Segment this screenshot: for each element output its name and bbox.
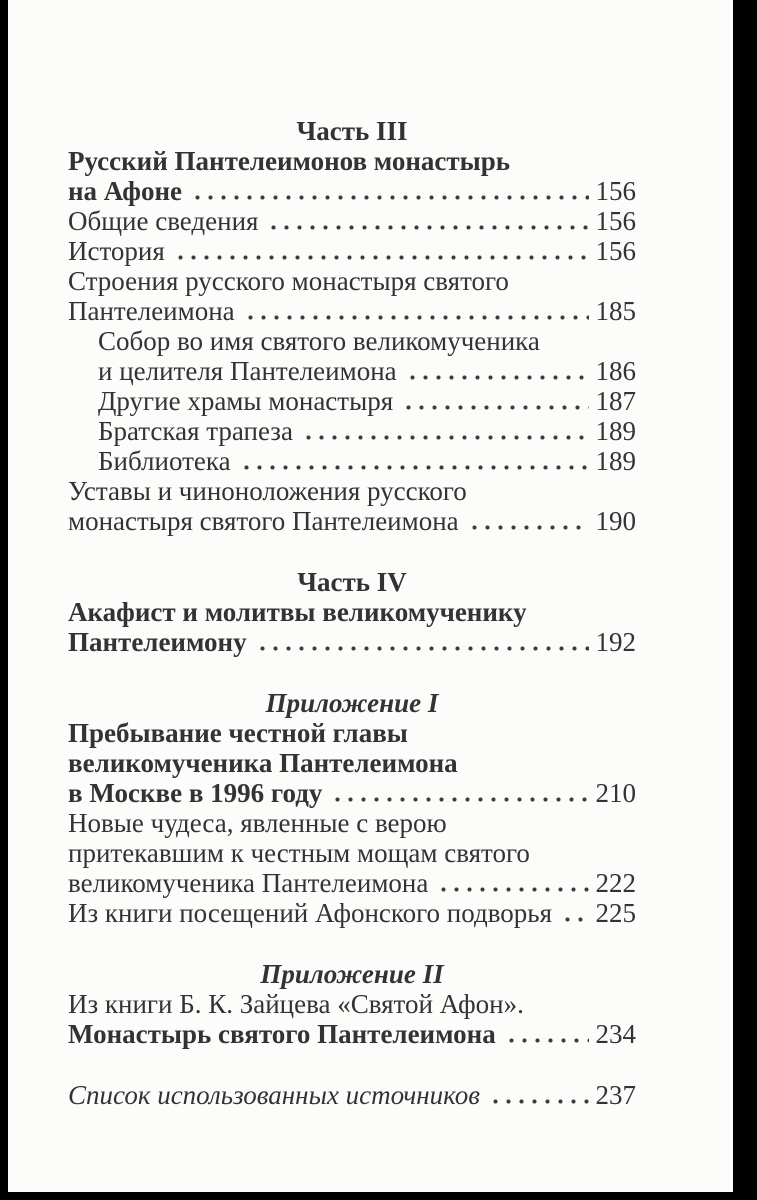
toc-entry-text: Список использованных источников bbox=[68, 1080, 480, 1110]
toc-page-number: 237 bbox=[595, 1080, 636, 1110]
toc-entry-line bbox=[68, 266, 636, 296]
dot-leader bbox=[244, 315, 589, 320]
toc-page-number: 156 bbox=[595, 236, 636, 266]
toc-page-number: 189 bbox=[595, 416, 636, 446]
toc-entry-text: Новые чудеса, явленные с верою bbox=[68, 808, 447, 838]
dot-leader bbox=[331, 797, 588, 802]
section-heading: Часть III bbox=[296, 116, 408, 146]
dot-leader bbox=[256, 646, 589, 651]
dot-leader bbox=[267, 225, 588, 230]
section-heading: Приложение II bbox=[260, 959, 444, 989]
dot-leader bbox=[468, 525, 589, 530]
toc-entry-text: Братская трапеза bbox=[98, 416, 293, 446]
toc-section bbox=[68, 688, 636, 928]
dot-leader bbox=[505, 1038, 589, 1043]
toc-page-number: 185 bbox=[595, 296, 636, 326]
toc-page-number: 210 bbox=[595, 778, 636, 808]
dot-leader bbox=[489, 1099, 589, 1104]
toc-section bbox=[68, 567, 636, 657]
toc-entry-line bbox=[68, 296, 636, 326]
toc-page-number: 186 bbox=[595, 356, 636, 386]
toc-entry-text: Другие храмы монастыря bbox=[98, 386, 394, 416]
toc-entry-line bbox=[68, 176, 636, 206]
toc-entry-line bbox=[68, 206, 636, 236]
dot-leader bbox=[191, 195, 589, 200]
toc-entry-text: Общие сведения bbox=[68, 206, 259, 236]
toc-entry-line bbox=[68, 989, 636, 1019]
toc-entry-text: великомученика Пантелеимона bbox=[68, 748, 458, 778]
toc-page-number: 187 bbox=[595, 386, 636, 416]
toc-entry-line bbox=[68, 748, 636, 778]
dot-leader bbox=[402, 405, 588, 410]
toc-section bbox=[68, 116, 636, 536]
book-page bbox=[8, 0, 733, 1192]
toc-entry-text: Собор во имя святого великомученика bbox=[98, 326, 540, 356]
toc-section bbox=[68, 1080, 636, 1110]
toc-entry-line bbox=[68, 146, 636, 176]
toc-page-number: 190 bbox=[595, 506, 636, 536]
toc-page-number: 222 bbox=[595, 868, 636, 898]
toc-entry-text: в Москве в 1996 году bbox=[68, 778, 323, 808]
toc-entry-line bbox=[68, 446, 636, 476]
dot-leader bbox=[406, 375, 589, 380]
toc-entry-text: Монастырь святого Пантелеимона bbox=[68, 1019, 496, 1049]
dot-leader bbox=[174, 255, 589, 260]
toc-entry-line bbox=[68, 808, 636, 838]
toc-entry-line bbox=[68, 868, 636, 898]
toc-entry-text: Библиотека bbox=[98, 446, 231, 476]
toc-entry-line bbox=[68, 1080, 636, 1110]
toc-entry-text: монастыря святого Пантелеимона bbox=[68, 506, 459, 536]
toc-page-number: 156 bbox=[595, 176, 636, 206]
section-heading: Часть IV bbox=[297, 567, 407, 597]
toc-entry-line bbox=[68, 838, 636, 868]
toc-entry-text: Русский Пантелеимонов монастырь bbox=[68, 146, 511, 176]
dot-leader bbox=[561, 917, 589, 922]
toc-entry-text: Пребывание честной главы bbox=[68, 718, 408, 748]
toc-entry-line bbox=[68, 597, 636, 627]
toc-entry-line bbox=[68, 506, 636, 536]
toc-entry-line bbox=[68, 236, 636, 266]
toc-page-number: 189 bbox=[595, 446, 636, 476]
toc-entry-text: История bbox=[68, 236, 165, 266]
toc-entry-line bbox=[68, 386, 636, 416]
toc-entry-line bbox=[68, 627, 636, 657]
toc-entry-text: притекавшим к честным мощам святого bbox=[68, 838, 530, 868]
toc bbox=[8, 0, 733, 1110]
toc-entry-text: великомученика Пантелеимона bbox=[68, 868, 429, 898]
toc-page-number: 156 bbox=[595, 206, 636, 236]
dot-leader bbox=[437, 887, 588, 892]
dot-leader bbox=[302, 435, 589, 440]
toc-entry-line bbox=[68, 416, 636, 446]
toc-entry-line bbox=[68, 326, 636, 356]
dot-leader bbox=[240, 465, 589, 470]
section-heading: Приложение I bbox=[265, 688, 439, 718]
toc-entry-text: Пантелеимону bbox=[68, 627, 247, 657]
toc-entry-line bbox=[68, 778, 636, 808]
toc-page-number: 192 bbox=[595, 627, 636, 657]
toc-entry-line bbox=[68, 1019, 636, 1049]
toc-section bbox=[68, 959, 636, 1049]
toc-entry-text: Из книги посещений Афонского подворья bbox=[68, 898, 552, 928]
toc-entry-text: на Афоне bbox=[68, 176, 182, 206]
toc-entry-text: Уставы и чиноноложения русского bbox=[68, 476, 467, 506]
toc-entry-text: Из книги Б. К. Зайцева «Святой Афон». bbox=[68, 989, 524, 1019]
toc-page-number: 225 bbox=[595, 898, 636, 928]
toc-entry-text: и целителя Пантелеимона bbox=[98, 356, 397, 386]
toc-entry-text: Акафист и молитвы великомученику bbox=[68, 597, 527, 627]
toc-entry-text: Пантелеимона bbox=[68, 296, 235, 326]
toc-entry-line bbox=[68, 718, 636, 748]
toc-entry-text: Строения русского монастыря святого bbox=[68, 266, 509, 296]
toc-entry-line bbox=[68, 356, 636, 386]
toc-entry-line bbox=[68, 476, 636, 506]
toc-page-number: 234 bbox=[595, 1019, 636, 1049]
toc-entry-line bbox=[68, 898, 636, 928]
